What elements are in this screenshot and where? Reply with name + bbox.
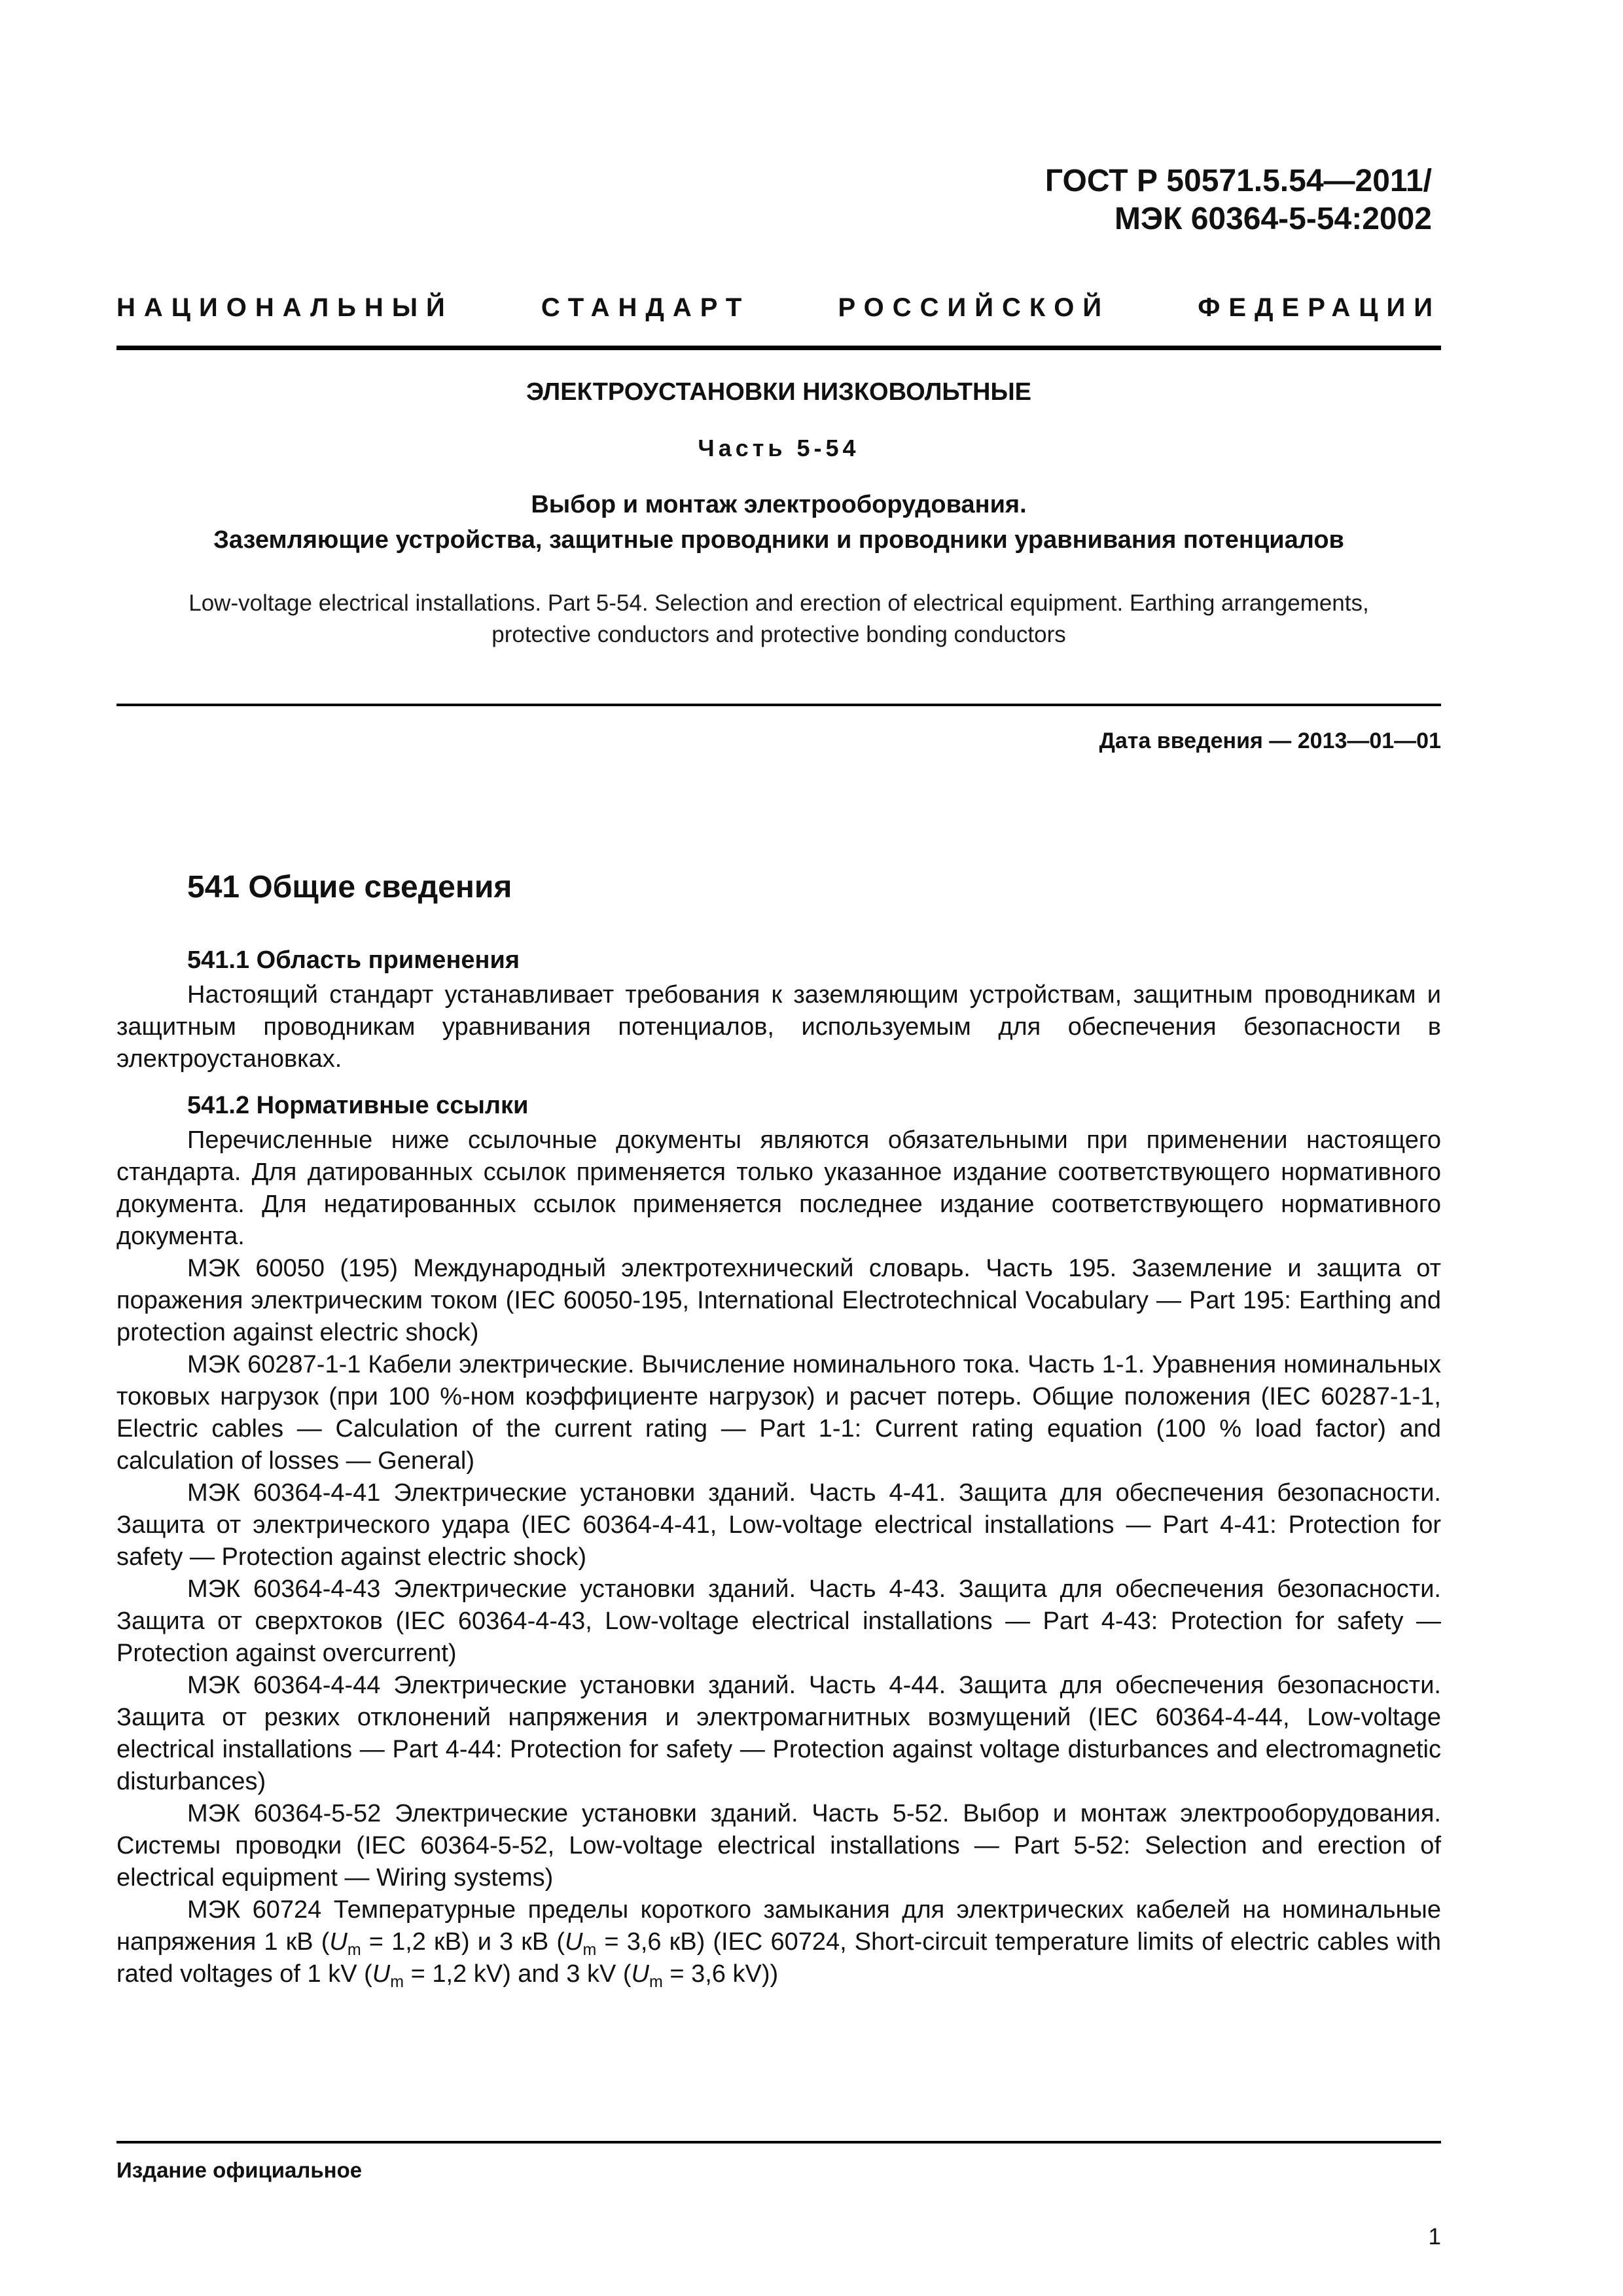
footer-divider <box>116 2141 1441 2144</box>
banner-word: НАЦИОНАЛЬНЫЙ <box>116 293 454 322</box>
header-divider <box>116 346 1441 350</box>
scope-text <box>116 979 1441 1075</box>
banner-word: СТАНДАРТ <box>541 293 751 322</box>
section-title: 541 Общие сведения <box>187 870 512 905</box>
introduction-date: Дата введения — 2013—01—01 <box>1099 728 1441 753</box>
national-standard-banner <box>116 293 1441 323</box>
title-divider <box>116 704 1441 706</box>
document-code-line1: ГОСТ Р 50571.5.54—2011/ <box>1044 164 1432 198</box>
reference-item: МЭК 60287-1-1 Кабели электрические. Вычисление номинального тока. Часть 1-1. Уравнения номинальных токовых нагрузок (при 100 %-ном коэффициенте нагрузок) и расчет потерь. Общие положения (IEC 60287-1-1, Electric cables — Calculation of the current rating — Part 1-1: Current rating equation (100 % load factor) and calculation of losses — General) <box>116 1351 1441 1475</box>
page-number: 1 <box>1428 2224 1441 2250</box>
reference-item: МЭК 60364-4-44 Электрические установки зданий. Часть 4-44. Защита для обеспечения безопасности. Защита от резких отклонений напряжения и электромагнитных возмущений (IEC 60364-4-44, Low-voltage electrical installations — Part 4-44: Protection for safety — Protection against voltage disturbances and electromagnetic disturbances) <box>116 1672 1441 1795</box>
reference-item: МЭК 60364-4-41 Электрические установки зданий. Часть 4-41. Защита для обеспечения безопасности. Защита от электрического удара (IEC 60364-4-41, Low-voltage electrical installations — Part 4-41: Protection for safety — Protection against electric shock) <box>116 1479 1441 1571</box>
paragraph: Перечисленные ниже ссылочные документы являются обязательными при применении настоящего стандарта. Для датированных ссылок применяется только указанное издание соответствующего нормативного документа. Для недатированных ссылок применяется последнее издание соответствующего нормативного документа. <box>116 1126 1441 1250</box>
reference-item: МЭК 60050 (195) Международный электротехнический словарь. Часть 195. Заземление и защита от поражения электрическим током (IEC 60050-195, International Electrotechnical Vocabulary — Part 195: Earthing and protection against electric shock) <box>116 1255 1441 1346</box>
standard-title: ЭЛЕКТРОУСТАНОВКИ НИЗКОВОЛЬТНЫЕ <box>526 378 1032 406</box>
banner-word: РОССИЙСКОЙ <box>838 293 1111 322</box>
document-code-line2: МЭК 60364-5-54:2002 <box>1114 202 1432 236</box>
english-title <box>116 588 1441 651</box>
banner-word: ФЕДЕРАЦИИ <box>1198 293 1441 322</box>
reference-item: МЭК 60724 Температурные пределы короткого замыкания для электрических кабелей на номинальные напряжения 1 кВ ($U_m = 1,2$ кВ) и 3 кВ ($U_m = 3,6$ кВ) (IEC 60724, Short-circuit temperature limits of electric cables with rated voltages of 1 kV ($U_m = 1,2$ kV) and 3 kV ($U_m = 3,6$ kV)) <box>116 1896 1441 1991</box>
subtitle-line: Заземляющие устройства, защитные проводники и проводники уравнивания потенциалов <box>213 526 1344 554</box>
standard-subtitle <box>116 487 1441 558</box>
subsection-scope-title: 541.1 Область применения <box>187 946 520 974</box>
reference-item: МЭК 60364-4-43 Электрические установки зданий. Часть 4-43. Защита для обеспечения безопасности. Защита от сверхтоков (IEC 60364-4-43, Low-voltage electrical installations — Part 4-43: Protection for safety — Protection against overcurrent) <box>116 1575 1441 1667</box>
references-text <box>116 1124 1441 1990</box>
english-title-line: Low-voltage electrical installations. Part 5-54. Selection and erection of electrical equipment. Earthing arrangements, <box>188 590 1369 616</box>
standard-part: Часть 5-54 <box>698 435 860 461</box>
subsection-references-title: 541.2 Нормативные ссылки <box>187 1092 529 1119</box>
english-title-line: protective conductors and protective bonding conductors <box>491 622 1066 647</box>
document-code <box>1045 162 1432 238</box>
paragraph: Настоящий стандарт устанавливает требования к заземляющим устройствам, защитным проводникам и защитным проводникам уравнивания потенциалов, используемым для обеспечения безопасности в электроустановках. <box>116 981 1441 1073</box>
reference-item: МЭК 60364-5-52 Электрические установки зданий. Часть 5-52. Выбор и монтаж электрооборудования. Системы проводки (IEC 60364-5-52, Low-voltage electrical installations — Part 5-52: Selection and erection of electrical equipment — Wiring systems) <box>116 1800 1441 1892</box>
subtitle-line: Выбор и монтаж электрооборудования. <box>531 491 1027 518</box>
official-edition-label: Издание официальное <box>116 2158 363 2182</box>
